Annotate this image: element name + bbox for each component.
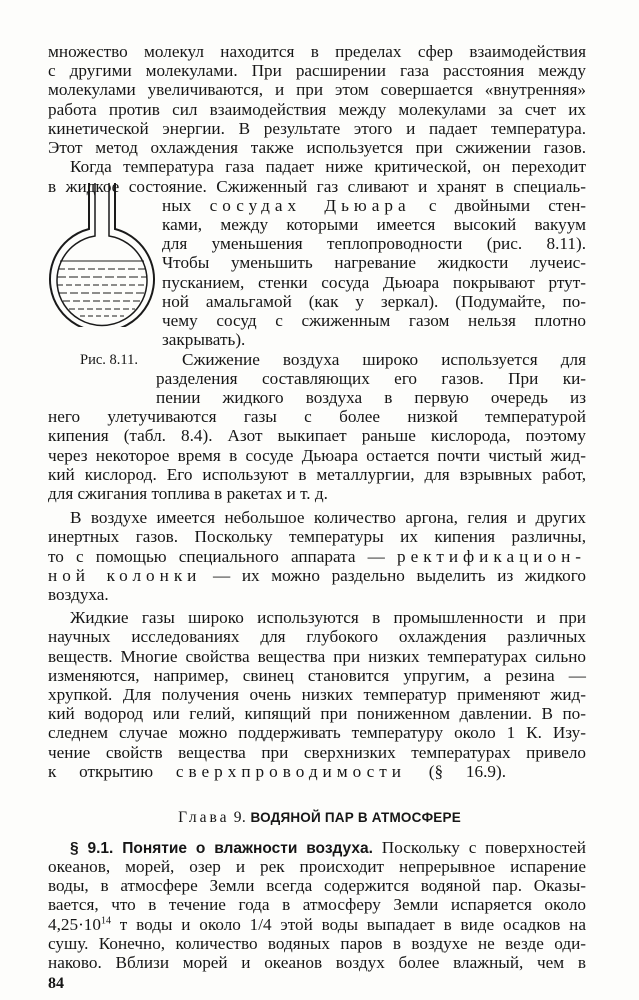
- figure-caption: Рис. 8.11.: [80, 352, 138, 369]
- text-line: то с помощью специального аппарата — ректификацион-: [48, 546, 586, 566]
- text-line: наково. Вблизи морей и океанов воздух более влажный, чем в: [48, 953, 586, 972]
- text-line: работа против сил взаимодействия между молекулами за счет их: [48, 99, 586, 119]
- text-line: для уменьшения теплопроводности (рис. 8.11).: [162, 234, 586, 254]
- text-line: кипения (табл. 8.4). Азот выкипает раньше кислорода, поэтому: [48, 426, 586, 446]
- text-line: Сжижение воздуха широко используется для: [182, 349, 586, 369]
- text-line: вается, что в течение года в атмосферу Земли испаряется около: [48, 895, 586, 915]
- text-line: воды, в атмосфере Земли всегда содержится водяной пар. Оказы-: [48, 876, 586, 896]
- text-line: через некоторое время в сосуде Дьюара остается почти чистый жид-: [48, 445, 586, 465]
- text-line: воздуха.: [48, 584, 109, 604]
- text-line: В воздухе имеется небольшое количество аргона, гелия и других: [70, 508, 586, 528]
- page-number: 84: [48, 975, 64, 992]
- text-line: § 9.1. Понятие о влажности воздуха. Поскольку с поверхностей: [70, 837, 586, 857]
- text-line: разделения составляющих его газов. При ки-: [156, 368, 586, 388]
- text-line: пусканием, стенки сосуда Дьюара покрывают ртут-: [162, 272, 586, 292]
- text-line: ками, между которыми имеется высокий вакуум: [162, 215, 586, 234]
- text-line: инертных газов. Поскольку температуры их кипения различны,: [48, 527, 586, 547]
- text-line: чему сосуд с сжиженным газом нельзя плотно: [162, 311, 586, 331]
- text-line: Когда температура газа падает ниже критической, он переходит: [70, 157, 586, 177]
- term-superconductivity: сверхпроводимости: [175, 761, 406, 781]
- text-line: закрывать).: [162, 330, 246, 350]
- text-line: ной амальгамой (как у зеркал). (Подумайте, по-: [162, 291, 586, 311]
- text-line: множество молекул находится в пределах сфер взаимодействия: [48, 42, 586, 61]
- chapter-heading: Глава 9. ВОДЯНОЙ ПАР В АТМОСФЕРЕ: [178, 808, 461, 826]
- dewar-flask-figure: [40, 179, 162, 327]
- term-rectification: ректификацион-: [396, 546, 586, 566]
- text-line: научных исследованиях для глубокого охлаждения различных: [48, 627, 586, 647]
- text-line: кий кислород. Его используют в металлургии, для взрывных работ,: [48, 464, 586, 484]
- text-line: к открытию сверхпроводимости (§ 16.9).: [48, 761, 507, 781]
- text-line: пении жидкого воздуха в первую очередь из: [156, 387, 586, 407]
- text-line: в жидкое состояние. Сжиженный газ сливают и хранят в специаль-: [48, 176, 586, 196]
- text-line: Этот метод охлаждения также используется при сжижении газов.: [48, 138, 586, 158]
- text-line: молекулами увеличиваются, и при этом совершается «внутренняя»: [48, 80, 586, 100]
- term-column: ной колонки: [48, 565, 202, 585]
- text-line: с другими молекулами. При расширении газа расстояния между: [48, 61, 586, 81]
- text-line: ной колонки — их можно раздельно выделить из жидкого: [48, 565, 586, 585]
- text-line: $4,25\cdot 10^{14}$ т воды и около 1/4 этой воды выпадает в виде осадков на: [48, 914, 586, 934]
- text-line: сушу. Конечно, количество водяных паров в воздухе не везде оди-: [48, 933, 586, 953]
- term-dewar-vessels: сосудах Дьюара: [209, 195, 411, 215]
- text-line: для сжигания топлива в ракетах и т. д.: [48, 484, 328, 503]
- text-line: чение свойств вещества при сверхнизких температурах привело: [48, 742, 586, 762]
- text-line: Жидкие газы широко используются в промышленности и при: [70, 608, 586, 627]
- text-line: веществ. Многие свойства вещества при низких температурах сильно: [48, 646, 586, 666]
- text-line: хрупкой. Для получения очень низких температур применяют жид-: [48, 684, 586, 704]
- text-line: ных сосудах Дьюара с двойными стен-: [162, 195, 586, 215]
- text-line: океанов, морей, озер и рек происходит непрерывное испарение: [48, 856, 586, 876]
- text-line: него улетучиваются газы с более низкой температурой: [48, 407, 586, 427]
- chapter-title: ВОДЯНОЙ ПАР В АТМОСФЕРЕ: [250, 809, 461, 825]
- section-heading: § 9.1. Понятие о влажности воздуха.: [70, 839, 373, 857]
- text-line: изменяются, например, свинец становится упругим, а резина —: [48, 665, 586, 685]
- text-line: кинетической энергии. В результате этого и падает температура.: [48, 118, 586, 138]
- text-line: Чтобы уменьшить нагревание жидкости лучеис-: [162, 253, 586, 273]
- text-line: следнем случае можно поддерживать температуру около 1 К. Изу-: [48, 723, 586, 743]
- text-line: кий водород или гелий, кипящий при пониженном давлении. В по-: [48, 704, 586, 724]
